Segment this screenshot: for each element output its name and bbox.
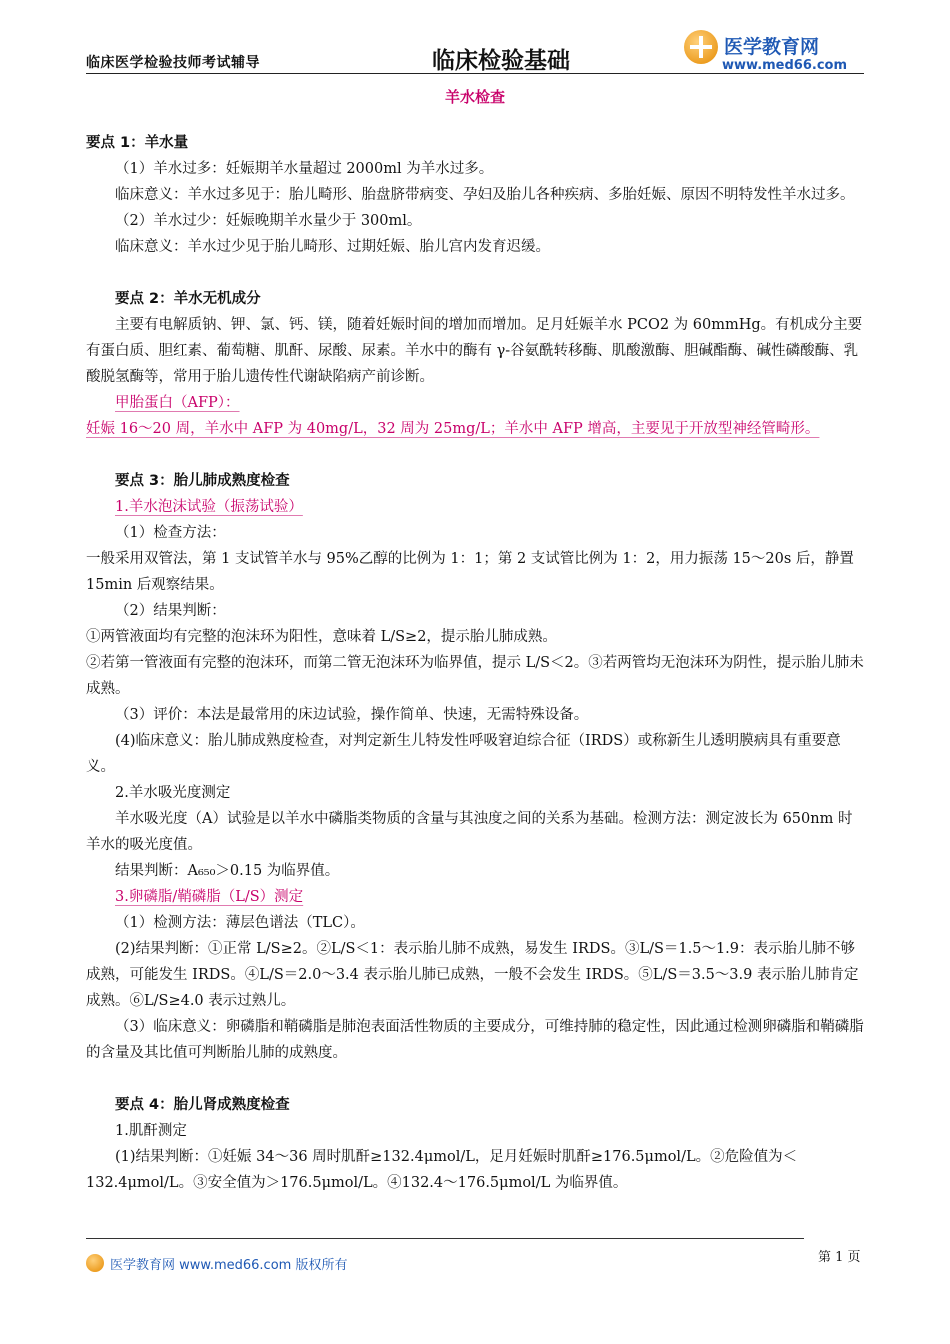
header-subtitle: 临床医学检验技师考试辅导 <box>86 55 260 71</box>
paragraph: （3）临床意义：卵磷脂和鞘磷脂是肺泡表面活性物质的主要成分，可维持肺的稳定性，因此通过检测卵磷脂和鞘磷脂的含量及其比值可判断胎儿肺的成熟度。 <box>86 1019 864 1061</box>
paragraph: (2)结果判断：①正常 L/S≥2。②L/S＜1：表示胎儿肺不成熟，易发生 IRDS。③L/S＝1.5～1.9：表示胎儿肺不够成熟，可能发生 IRDS。④L/S＝2.0～3.4 表示胎儿肺已成熟，一般不会发生 IRDS。⑤L/S＝3.5～3.9 表示胎儿肺肯定成熟。⑥L/S≥4.0 表示过熟儿。 <box>86 941 859 1009</box>
page-number: 第 1 页 <box>818 1250 861 1265</box>
paragraph: （1）检查方法： <box>115 525 226 541</box>
paragraph: (1)结果判断：①妊娠 34～36 周时肌酐≥132.4μmol/L，足月妊娠时肌酐≥176.5μmol/L。②危险值为＜132.4μmol/L。③安全值为＞176.5μmol/L。④132.4～176.5μmol/L 为临界值。 <box>86 1149 798 1191</box>
section-1-heading: 要点 1：羊水量 <box>86 135 189 151</box>
paragraph: 一般采用双管法，第 1 支试管羊水与 95%乙醇的比例为 1：1；第 2 支试管比例为 1：2，用力振荡 15～20s 后，静置 15min 后观察结果。 <box>86 551 854 593</box>
paragraph: （3）评价：本法是最常用的床边试验，操作简单、快速，无需特殊设备。 <box>115 707 589 723</box>
medical-cross-icon <box>86 1254 104 1272</box>
footer-divider <box>86 1238 804 1239</box>
page-header <box>0 0 950 80</box>
paragraph: 羊水吸光度（A）试验是以羊水中磷脂类物质的含量与其浊度之间的关系为基础。检测方法：测定波长为 650nm 时羊水的吸光度值。 <box>86 811 853 853</box>
highlight-afp-text: 妊娠 16～20 周，羊水中 AFP 为 40mg/L，32 周为 25mg/L；羊水中 AFP 增高，主要见于开放型神经管畸形。 <box>86 421 820 437</box>
logo-name: 医学教育网 <box>724 36 820 58</box>
med66-logo <box>684 30 864 74</box>
subheading-ls-ratio: 3.卵磷脂/鞘磷脂（L/S）测定 <box>115 889 304 905</box>
paragraph: 主要有电解质钠、钾、氯、钙、镁，随着妊娠时间的增加而增加。足月妊娠羊水 PCO2 为 60mmHg。有机成分主要有蛋白质、胆红素、葡萄糖、肌酐、尿酸、尿素。羊水中的酶有 γ-谷氨酰转移酶、肌酸激酶、胆碱酯酶、碱性磷酸酶、乳酸脱氢酶等，常用于胎儿遗传性代谢缺陷病产前诊断。 <box>86 317 863 385</box>
subheading-foam-test: 1.羊水泡沫试验（振荡试验） <box>115 499 303 515</box>
footer-copyright: 医学教育网 www.med66.com 版权所有 <box>110 1258 348 1273</box>
paragraph: ①两管液面均有完整的泡沫环为阳性，意味着 L/S≥2，提示胎儿肺成熟。 <box>86 629 557 645</box>
section-2-heading: 要点 2：羊水无机成分 <box>115 291 261 307</box>
paragraph: （2）结果判断： <box>115 603 226 619</box>
section-4-heading: 要点 4：胎儿肾成熟度检查 <box>115 1097 290 1113</box>
highlight-afp-label: 甲胎蛋白（AFP）： <box>115 395 240 411</box>
paragraph: (4)临床意义：胎儿肺成熟度检查，对判定新生儿特发性呼吸窘迫综合征（IRDS）或称新生儿透明膜病具有重要意义。 <box>86 733 841 775</box>
paragraph: 临床意义：羊水过少见于胎儿畸形、过期妊娠、胎儿宫内发育迟缓。 <box>115 239 550 255</box>
subheading-absorbance: 2.羊水吸光度测定 <box>115 785 231 801</box>
section-3-heading: 要点 3：胎儿肺成熟度检查 <box>115 473 290 489</box>
paragraph: （1）羊水过多：妊娠期羊水量超过 2000ml 为羊水过多。 <box>115 161 494 177</box>
document-body <box>86 130 864 1196</box>
subheading-creatinine: 1.肌酐测定 <box>115 1123 187 1139</box>
paragraph: 结果判断：A₆₅₀＞0.15 为临界值。 <box>115 863 340 879</box>
doc-title: 羊水检查 <box>444 88 505 106</box>
medical-cross-icon <box>684 30 718 64</box>
paragraph: ②若第一管液面有完整的泡沫环，而第二管无泡沫环为临界值，提示 L/S＜2。③若两管均无泡沫环为阴性，提示胎儿肺未成熟。 <box>86 655 864 697</box>
paragraph: 临床意义：羊水过多见于：胎儿畸形、胎盘脐带病变、孕妇及胎儿各种疾病、多胎妊娠、原因不明特发性羊水过多。 <box>115 187 855 203</box>
paragraph: （1）检测方法：薄层色谱法（TLC）。 <box>115 915 365 931</box>
header-title: 临床检验基础 <box>432 48 570 74</box>
paragraph: （2）羊水过少：妊娠晚期羊水量少于 300ml。 <box>115 213 422 229</box>
logo-url: www.med66.com <box>722 58 848 73</box>
